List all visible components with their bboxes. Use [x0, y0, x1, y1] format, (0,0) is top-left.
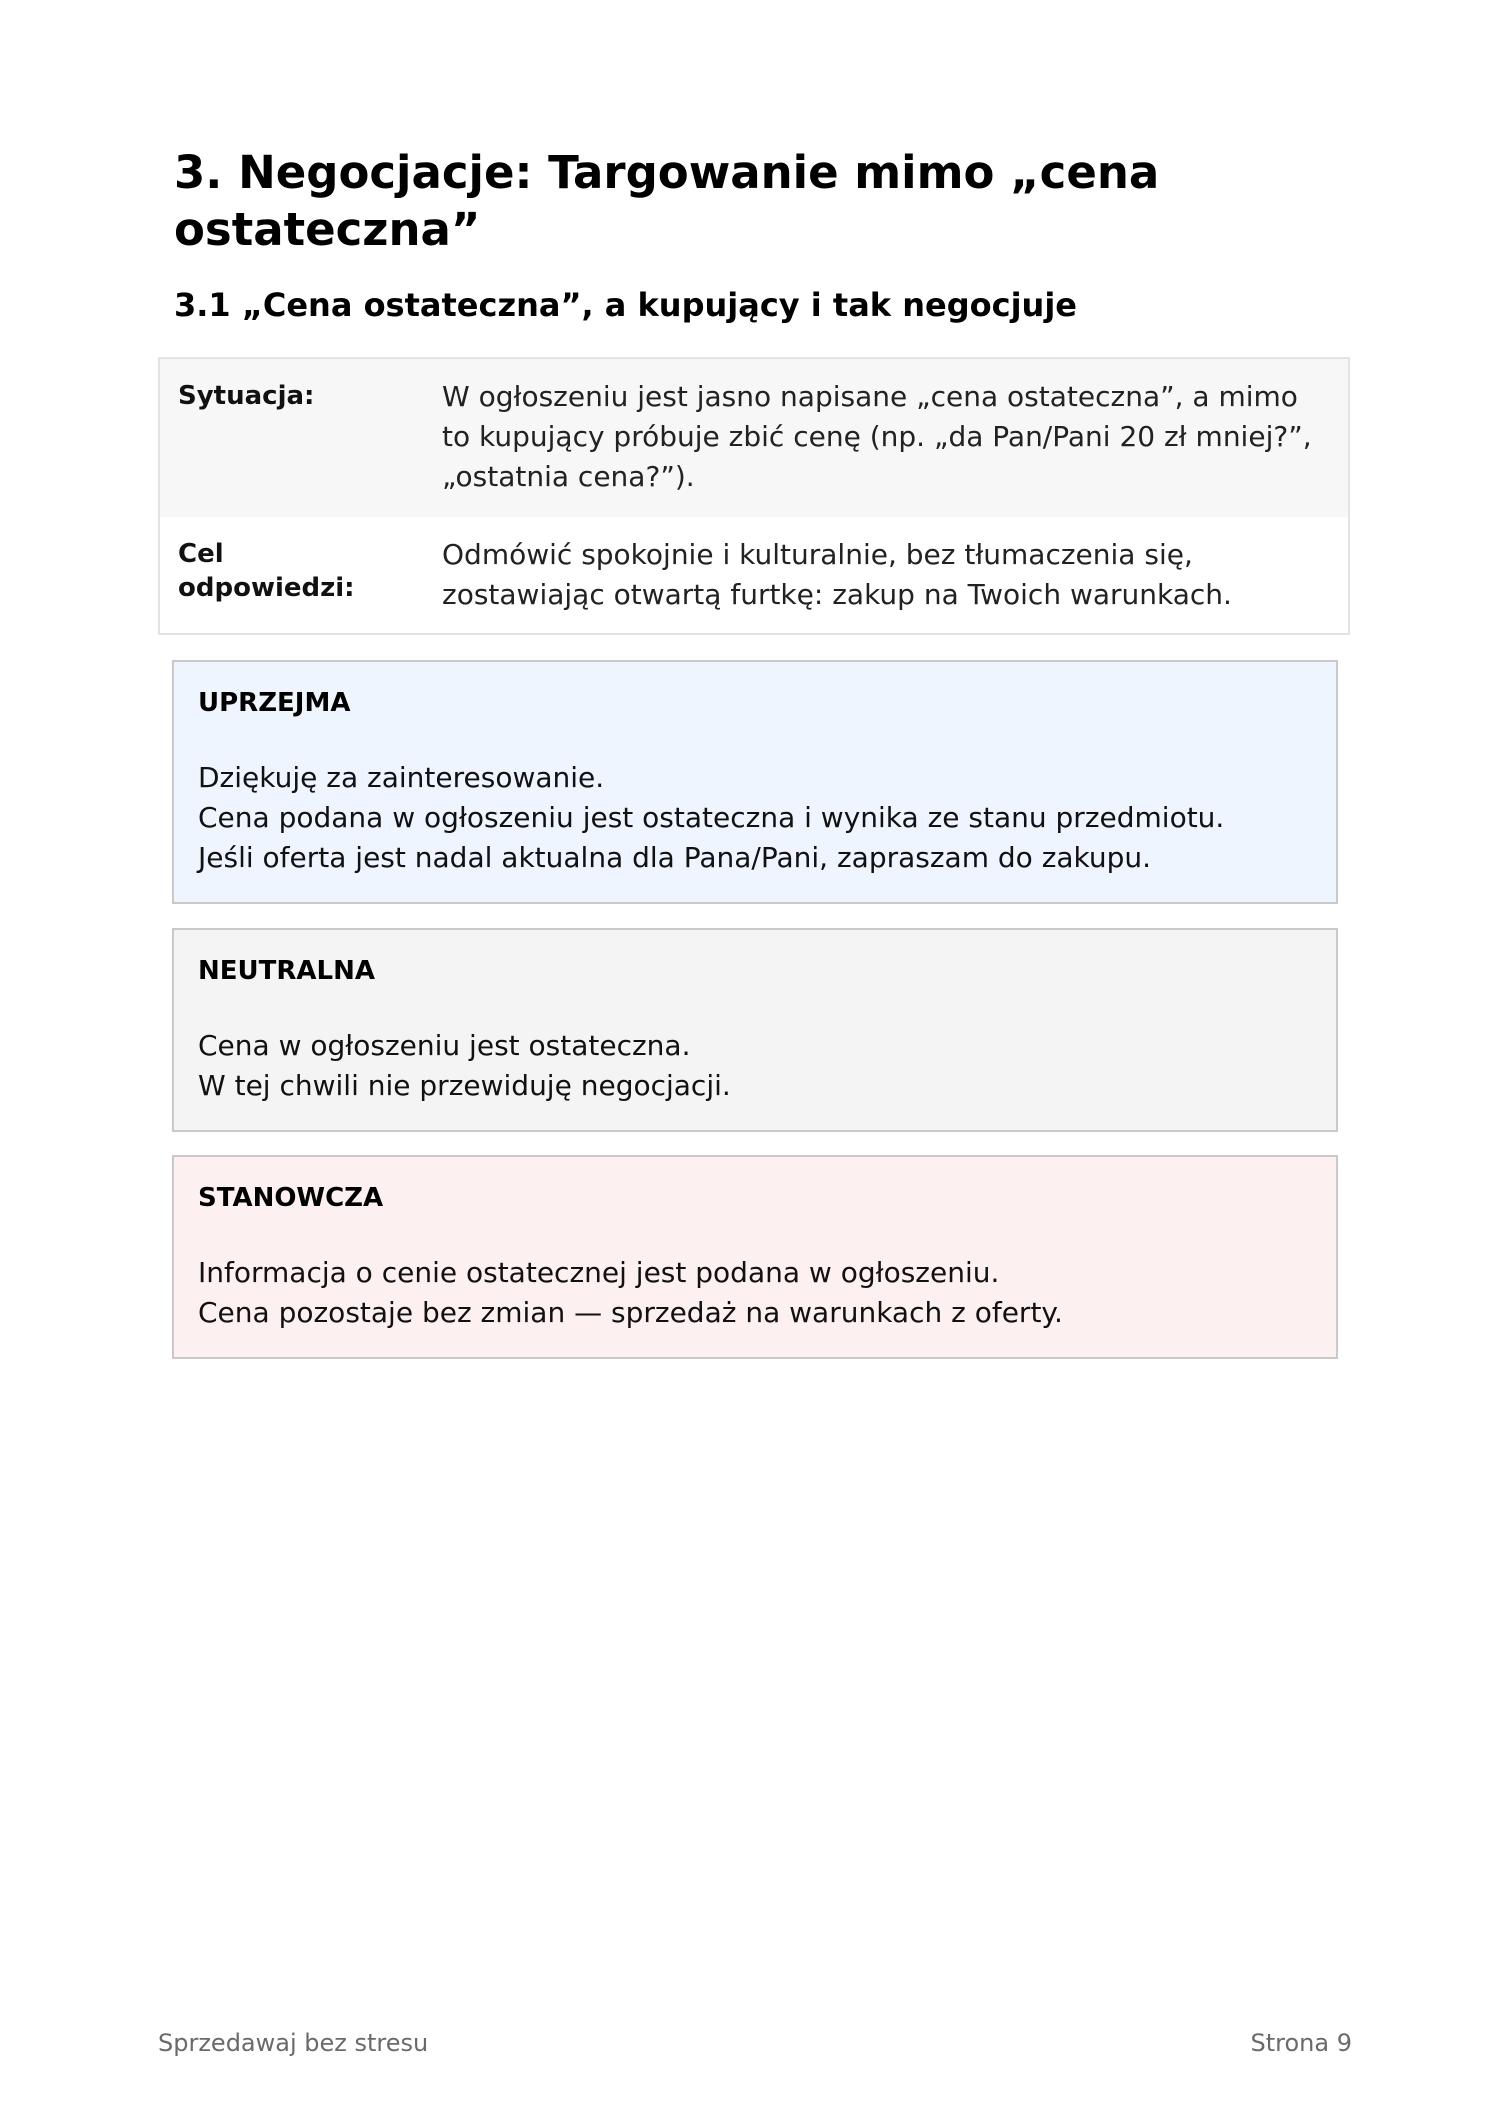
info-value-goal: Odmówić spokojnie i kulturalnie, bez tłumaczenia się, zostawiając otwartą furtkę: zakup na Twoich warunkach.: [442, 538, 1232, 611]
card-line: W tej chwili nie przewiduję negocjacji.: [198, 1069, 731, 1102]
card-text-polite: [198, 758, 1316, 878]
card-title-polite: UPRZEJMA: [198, 688, 351, 718]
info-row-goal: [160, 517, 1348, 633]
card-line: Dziękuję za zainteresowanie.: [198, 761, 605, 794]
card-title-neutral: NEUTRALNA: [198, 956, 375, 986]
section-title: 3.1 „Cena ostateczna”, a kupujący i tak negocjuje: [174, 286, 1077, 324]
card-line: Jeśli oferta jest nadal aktualna dla Pana/Pani, zapraszam do zakupu.: [198, 841, 1152, 874]
info-row-situation: [160, 359, 1348, 517]
response-card-polite: [172, 660, 1338, 904]
card-text-neutral: [198, 1026, 1316, 1106]
card-line: Cena pozostaje bez zmian — sprzedaż na warunkach z oferty.: [198, 1296, 1063, 1329]
card-line: Cena podana w ogłoszeniu jest ostateczna i wynika ze stanu przedmiotu.: [198, 801, 1225, 834]
response-card-neutral: [172, 928, 1338, 1132]
card-text-firm: [198, 1253, 1316, 1333]
footer-book-title: Sprzedawaj bez stresu: [158, 2029, 429, 2057]
footer-page-number: Strona 9: [1250, 2029, 1352, 2057]
info-value-situation: W ogłoszeniu jest jasno napisane „cena ostateczna”, a mimo to kupujący próbuje zbić cenę (np. „da Pan/Pani 20 zł mniej?”, „ostatnia cena?”).: [442, 380, 1312, 493]
card-line: Cena w ogłoszeniu jest ostateczna.: [198, 1029, 691, 1062]
info-label-goal: Cel odpowiedzi:: [178, 539, 355, 603]
card-title-firm: STANOWCZA: [198, 1183, 384, 1213]
info-table: [158, 357, 1350, 635]
page-title: 3. Negocjacje: Targowanie mimo „cena ostateczna”: [174, 146, 1160, 256]
response-card-firm: [172, 1155, 1338, 1359]
card-line: Informacja o cenie ostatecznej jest podana w ogłoszeniu.: [198, 1256, 1000, 1289]
info-label-situation: Sytuacja:: [178, 381, 315, 411]
